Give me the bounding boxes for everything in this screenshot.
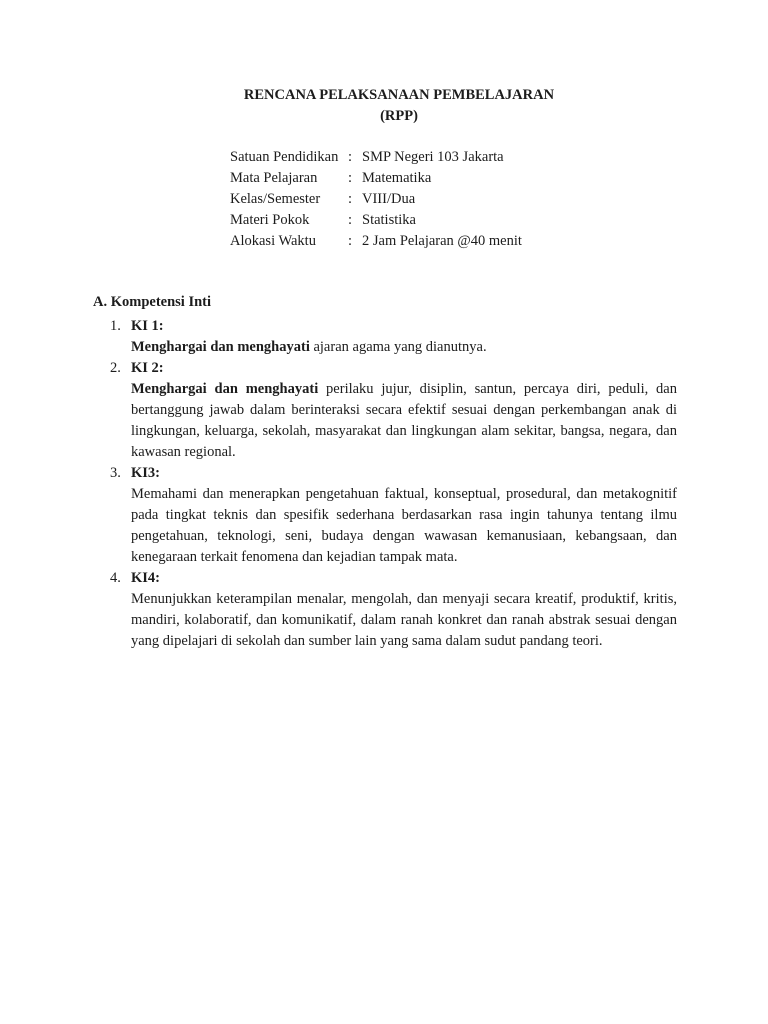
identity-separator: : — [348, 191, 353, 207]
list-item-text: Menunjukkan keterampilan menalar, mengolah, dan menyaji secara kreatif, produktif, kritis, mandiri, kolaboratif, dan komunikatif, dalam ranah konkret dan ranah abstrak sesuai dengan yang dipelajari di sekolah dan sumber lain yang sama dalam sudut pandang teori. — [131, 591, 677, 649]
identity-label: Alokasi Waktu — [230, 233, 316, 249]
identity-row — [230, 189, 522, 210]
list-item-body — [131, 379, 677, 463]
list-item-title: KI 1: — [131, 318, 164, 334]
list-item-lead: Menghargai dan menghayati — [131, 381, 319, 397]
list-item — [93, 463, 683, 568]
identity-separator: : — [348, 233, 353, 249]
identity-value: 2 Jam Pelajaran @40 menit — [362, 233, 522, 249]
list-item — [93, 358, 683, 463]
identity-separator: : — [348, 149, 353, 165]
kompetensi-list — [93, 316, 683, 652]
identity-value: Matematika — [362, 170, 432, 186]
list-item — [93, 316, 683, 358]
identity-row — [230, 210, 522, 231]
list-number: 3. — [110, 465, 121, 481]
identity-table — [230, 147, 522, 252]
list-item — [93, 568, 683, 652]
list-item-body — [131, 484, 677, 568]
list-item-text: perilaku jujur, disiplin, santun, percaya diri, peduli, dan bertanggung jawab dalam berinteraksi secara efektif sesuai dengan perkembangan anak di lingkungan, keluarga, sekolah, masyarakat dan lingkungan alam sekitar, bangsa, negara, dan kawasan regional. — [131, 381, 677, 460]
identity-label: Satuan Pendidikan — [230, 149, 339, 165]
list-number: 4. — [110, 570, 121, 586]
identity-separator: : — [348, 170, 353, 186]
identity-separator: : — [348, 212, 353, 228]
identity-row — [230, 147, 522, 168]
list-number: 1. — [110, 318, 121, 334]
list-item-text: ajaran agama yang dianutnya. — [309, 339, 487, 355]
document-title: RENCANA PELAKSANAAN PEMBELAJARAN — [243, 87, 555, 103]
list-item-title: KI4: — [131, 570, 160, 586]
list-item-body — [131, 589, 677, 652]
list-item-body — [131, 337, 677, 358]
identity-value: SMP Negeri 103 Jakarta — [362, 149, 504, 165]
identity-row — [230, 168, 522, 189]
identity-label: Materi Pokok — [230, 212, 310, 228]
section-heading: A. Kompetensi Inti — [93, 294, 212, 310]
identity-label: Kelas/Semester — [230, 191, 321, 207]
identity-row — [230, 231, 522, 252]
list-item-lead: Menghargai dan menghayati — [131, 339, 310, 355]
list-item-text: Memahami dan menerapkan pengetahuan faktual, konseptual, prosedural, dan metakognitif pada tingkat teknis dan spesifik sederhana berdasarkan rasa ingin tahunya tentang ilmu pengetahuan, teknologi, seni, budaya dengan wawasan kemanusiaan, kebangsaan, dan kenegaraan terkait fenomena dan kejadian tampak mata. — [131, 486, 677, 565]
identity-value: VIII/Dua — [362, 191, 416, 207]
list-item-title: KI3: — [131, 465, 160, 481]
identity-label: Mata Pelajaran — [230, 170, 318, 186]
document-subtitle: (RPP) — [380, 108, 418, 124]
list-number: 2. — [110, 360, 121, 376]
identity-value: Statistika — [362, 212, 416, 228]
list-item-title: KI 2: — [131, 360, 164, 376]
